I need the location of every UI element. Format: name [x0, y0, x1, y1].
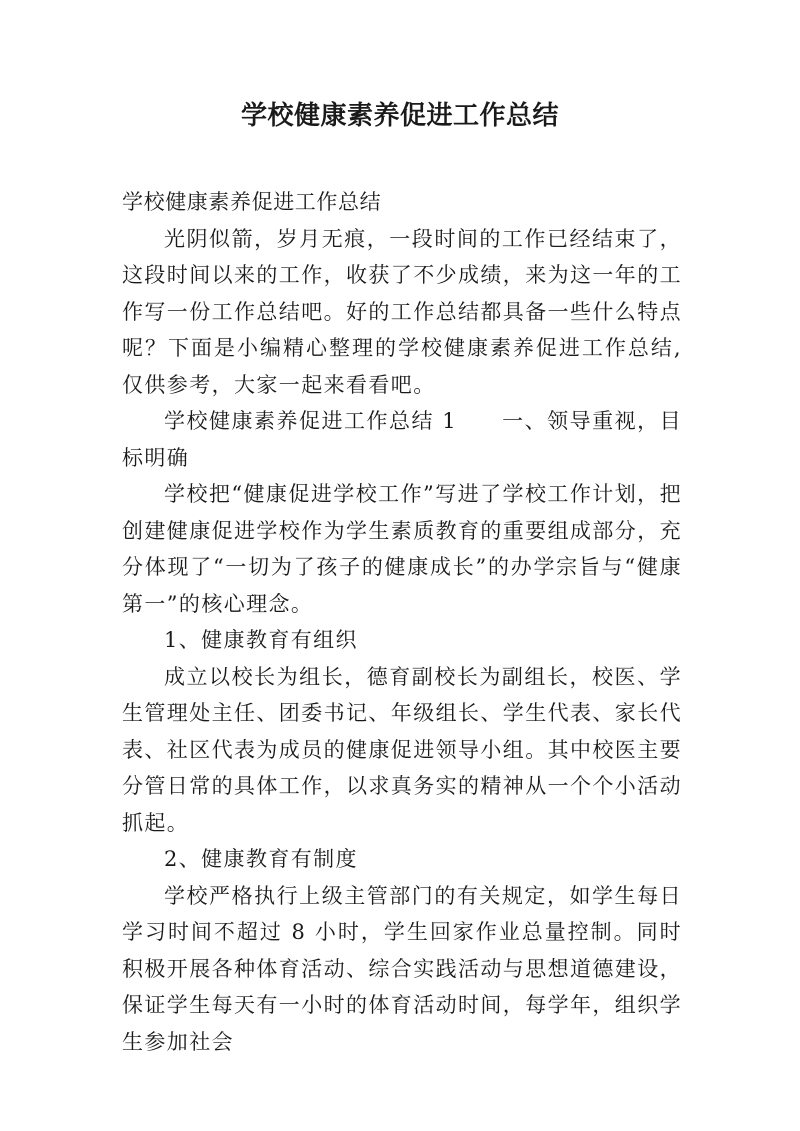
- subheading-organization: 1、健康教育有组织: [164, 628, 358, 652]
- document-body: [122, 184, 682, 1060]
- document-subtitle: 学校健康素养促进工作总结: [122, 190, 382, 214]
- document-title: 学校健康素养促进工作总结: [240, 101, 559, 131]
- paragraph-leadership: 学校把“健康促进学校工作”写进了学校工作计划，把创建健康促进学校作为学生素质教育的重要组成部分，充分体现了“一切为了孩子的健康成长”的办学宗旨与“健康第一”的核心理念。: [122, 482, 682, 616]
- subheading-system: 2、健康教育有制度: [164, 847, 358, 871]
- paragraph-organization: 成立以校长为组长，德育副校长为副组长，校医、学生管理处主任、团委书记、年级组长、学生代表、家长代表、社区代表为成员的健康促进领导小组。其中校医主要分管日常的具体工作，以求真务实的精神从一个个小活动抓起。: [122, 664, 682, 835]
- paragraph-system: 学校严格执行上级主管部门的有关规定，如学生每日学习时间不超过 8 小时，学生回家作业总量控制。同时积极开展各种体育活动、综合实践活动与思想道德建设，保证学生每天有一小时的体育活动时间，每学年，组织学生参加社会: [122, 883, 682, 1054]
- paragraph-intro: 光阴似箭，岁月无痕，一段时间的工作已经结束了，这段时间以来的工作，收获了不少成绩，来为这一年的工作写一份工作总结吧。好的工作总结都具备一些什么特点呢？下面是小编精心整理的学校健康素养促进工作总结,仅供参考，大家一起来看看吧。: [122, 226, 682, 397]
- section-heading-leadership: 学校健康素养促进工作总结 1 一、领导重视，目标明确: [122, 409, 682, 470]
